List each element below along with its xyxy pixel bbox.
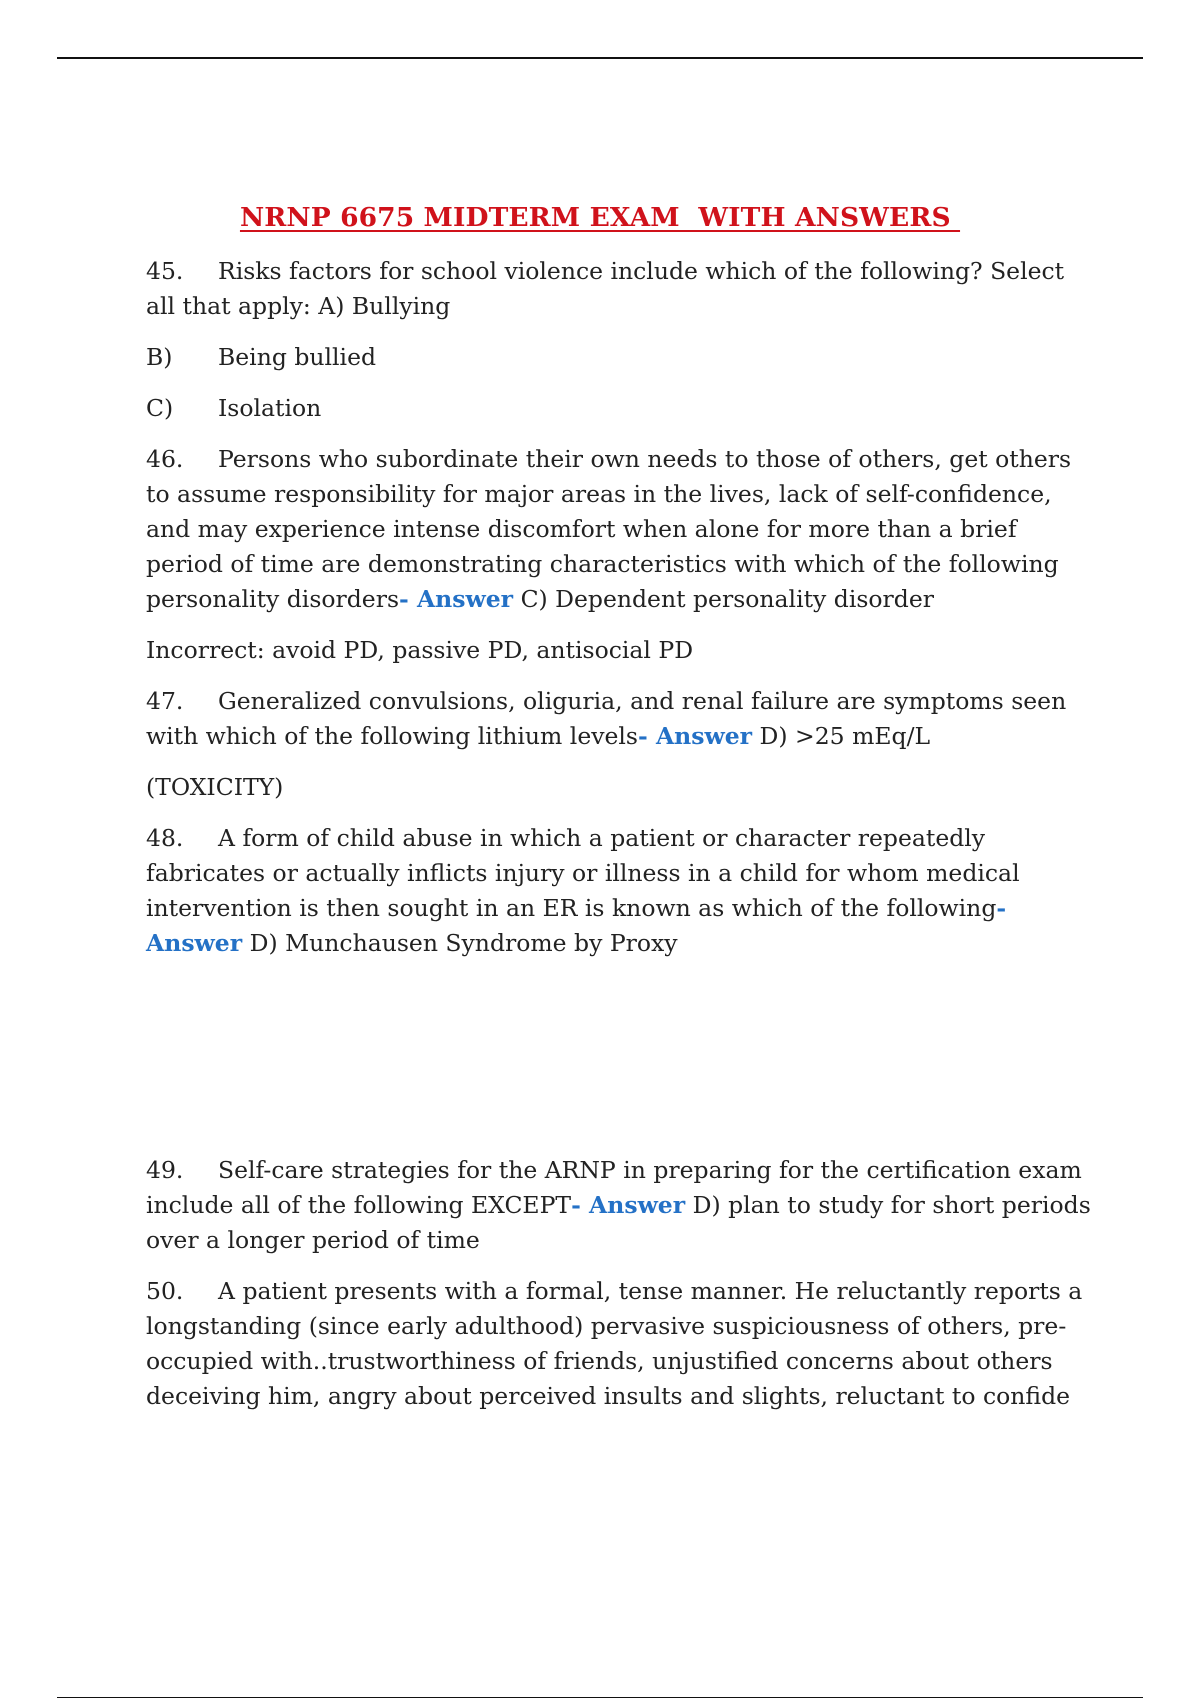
question-46-note — [146, 633, 1091, 668]
question-number: 48. — [146, 824, 184, 852]
question-text: Generalized convulsions, oliguria, and renal failure are symptoms seen with which of the following lithium levels — [146, 687, 1067, 750]
note-text: (TOXICITY) — [146, 773, 284, 801]
question-text: Risks factors for school violence include which of the following? Select all that apply: A) Bullying — [146, 257, 1065, 320]
answer-label: Answer — [146, 929, 243, 957]
answer-text: D) >25 mEq/L — [759, 722, 931, 750]
answer-text: C) Dependent personality disorder — [520, 585, 934, 613]
document-title-text: NRNP 6675 MIDTERM EXAM WITH ANSWERS — [239, 202, 961, 233]
question-number: 47. — [146, 687, 184, 715]
document-title — [0, 196, 1200, 234]
option-text: Being bullied — [218, 343, 377, 371]
option-label: C) — [146, 394, 174, 422]
page-gap — [146, 977, 1091, 1153]
answer-text: D) Munchausen Syndrome by Proxy — [249, 929, 678, 957]
option-b — [146, 340, 1091, 375]
footer-rule — [57, 1697, 1143, 1698]
question-text: Persons who subordinate their own needs to those of others, get others to assume responsibility for major areas in the lives, lack of self-confidence, and may experience intense discomfort when alone for more than a brief period of time are demonstrating characteristics with which of the following personality disorders — [146, 445, 1072, 613]
question-48 — [146, 821, 1091, 961]
question-number: 49. — [146, 1156, 184, 1184]
answer-marker: - Answer — [146, 894, 1007, 957]
answer-marker: - Answer — [638, 722, 753, 750]
question-46 — [146, 442, 1091, 617]
question-47-note — [146, 770, 1091, 805]
question-number: 50. — [146, 1277, 184, 1305]
answer-marker: - Answer — [571, 1191, 686, 1219]
option-c — [146, 391, 1091, 426]
answer-text: D) plan to study for short periods over a longer period of time — [146, 1191, 1091, 1254]
answer-label: Answer — [416, 585, 514, 613]
question-45 — [146, 254, 1091, 324]
note-text: Incorrect: avoid PD, passive PD, antisocial PD — [146, 636, 694, 664]
option-label: B) — [146, 343, 173, 371]
question-number: 45. — [146, 257, 184, 285]
question-text: A form of child abuse in which a patient or character repeatedly fabricates or actually inflicts injury or illness in a child for whom medical intervention is then sought in an ER is known as which of the following — [146, 824, 1020, 922]
answer-label: Answer — [655, 722, 753, 750]
question-text: Self-care strategies for the ARNP in preparing for the certification exam include all of the following EXCEPT — [146, 1156, 1082, 1219]
question-50 — [146, 1274, 1091, 1414]
question-49 — [146, 1153, 1091, 1258]
option-text: Isolation — [218, 394, 322, 422]
question-text: A patient presents with a formal, tense manner. He reluctantly reports a longstanding (since early adulthood) pervasive suspiciousness of others, pre-occupied with..trustworthiness of friends, unjustified concerns about others deceiving him, angry about perceived insults and slights, reluctant to confide — [146, 1277, 1083, 1410]
answer-label: Answer — [589, 1191, 686, 1219]
document-body — [146, 254, 1091, 1430]
question-47 — [146, 684, 1091, 754]
answer-marker: - Answer — [399, 585, 514, 613]
header-rule — [57, 57, 1143, 59]
question-number: 46. — [146, 445, 184, 473]
